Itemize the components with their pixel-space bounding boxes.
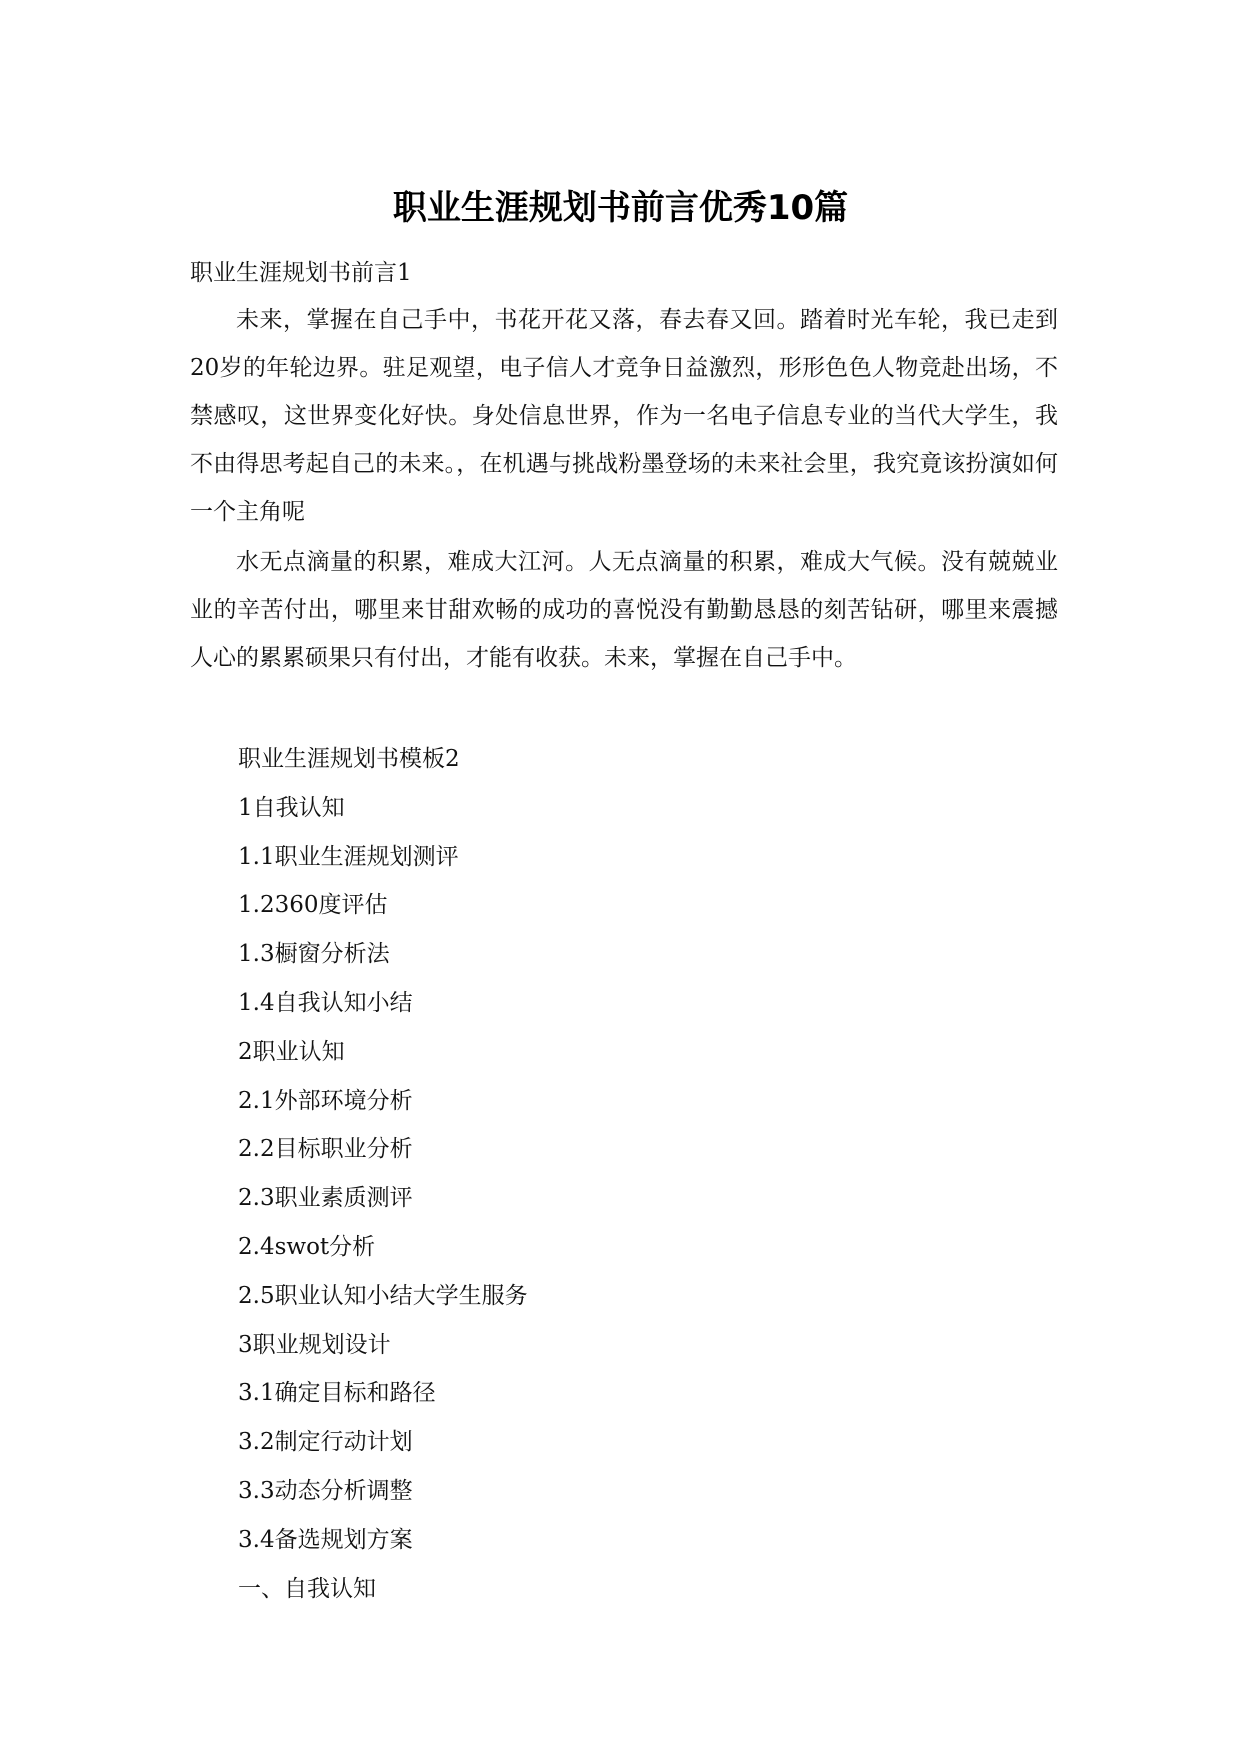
outline-list [238,735,528,1613]
outline-item: 1.1职业生涯规划测评 [238,843,459,870]
outline-item: 1.2360度评估 [238,892,388,919]
outline-item: 2.2目标职业分析 [238,1136,413,1163]
outline-item: 3.3动态分析调整 [238,1477,413,1504]
outline-item: 一、自我认知 [238,1575,376,1602]
outline-item: 1自我认知 [238,794,345,821]
outline-item: 3.4备选规划方案 [238,1526,413,1553]
document-title: 职业生涯规划书前言优秀10篇 [392,188,849,228]
outline-item: 3.1确定目标和路径 [238,1380,436,1407]
outline-item: 1.4自我认知小结 [238,989,413,1016]
outline-item: 2.3职业素质测评 [238,1185,413,1212]
outline-item: 3.2制定行动计划 [238,1429,413,1456]
intro-paragraph: 未来，掌握在自己手中，书花开花又落，春去春又回。踏着时光车轮，我已走到20岁的年轮边界。驻足观望，电子信人才竞争日益激烈，形形色色人物竞赴出场，不禁感叹，这世界变化好快。身处信息世界，作为一名电子信息专业的当代大学生，我不由得思考起自己的未来。，在机遇与挑战粉墨登场的未来社会里，我究竟该扮演如何一个主角呢 [190,307,1058,525]
outline-item: 2.1外部环境分析 [238,1087,413,1114]
outline-template-heading: 职业生涯规划书模板2 [238,746,460,772]
outline-item: 1.3橱窗分析法 [238,941,390,968]
outline-item: 2.4swot分析 [238,1233,376,1260]
outline-item: 3职业规划设计 [238,1331,391,1358]
accumulation-paragraph: 水无点滴量的积累，难成大江河。人无点滴量的积累，难成大气候。没有兢兢业业的辛苦付出，哪里来甘甜欢畅的成功的喜悦没有勤勤恳恳的刻苦钻研，哪里来震撼人心的累累硕果只有付出，才能有收获。未来，掌握在自己手中。 [190,549,1058,671]
outline-item: 2.5职业认知小结大学生服务 [238,1282,528,1309]
outline-item: 2职业认知 [238,1038,345,1065]
section-heading: 职业生涯规划书前言1 [190,260,412,286]
